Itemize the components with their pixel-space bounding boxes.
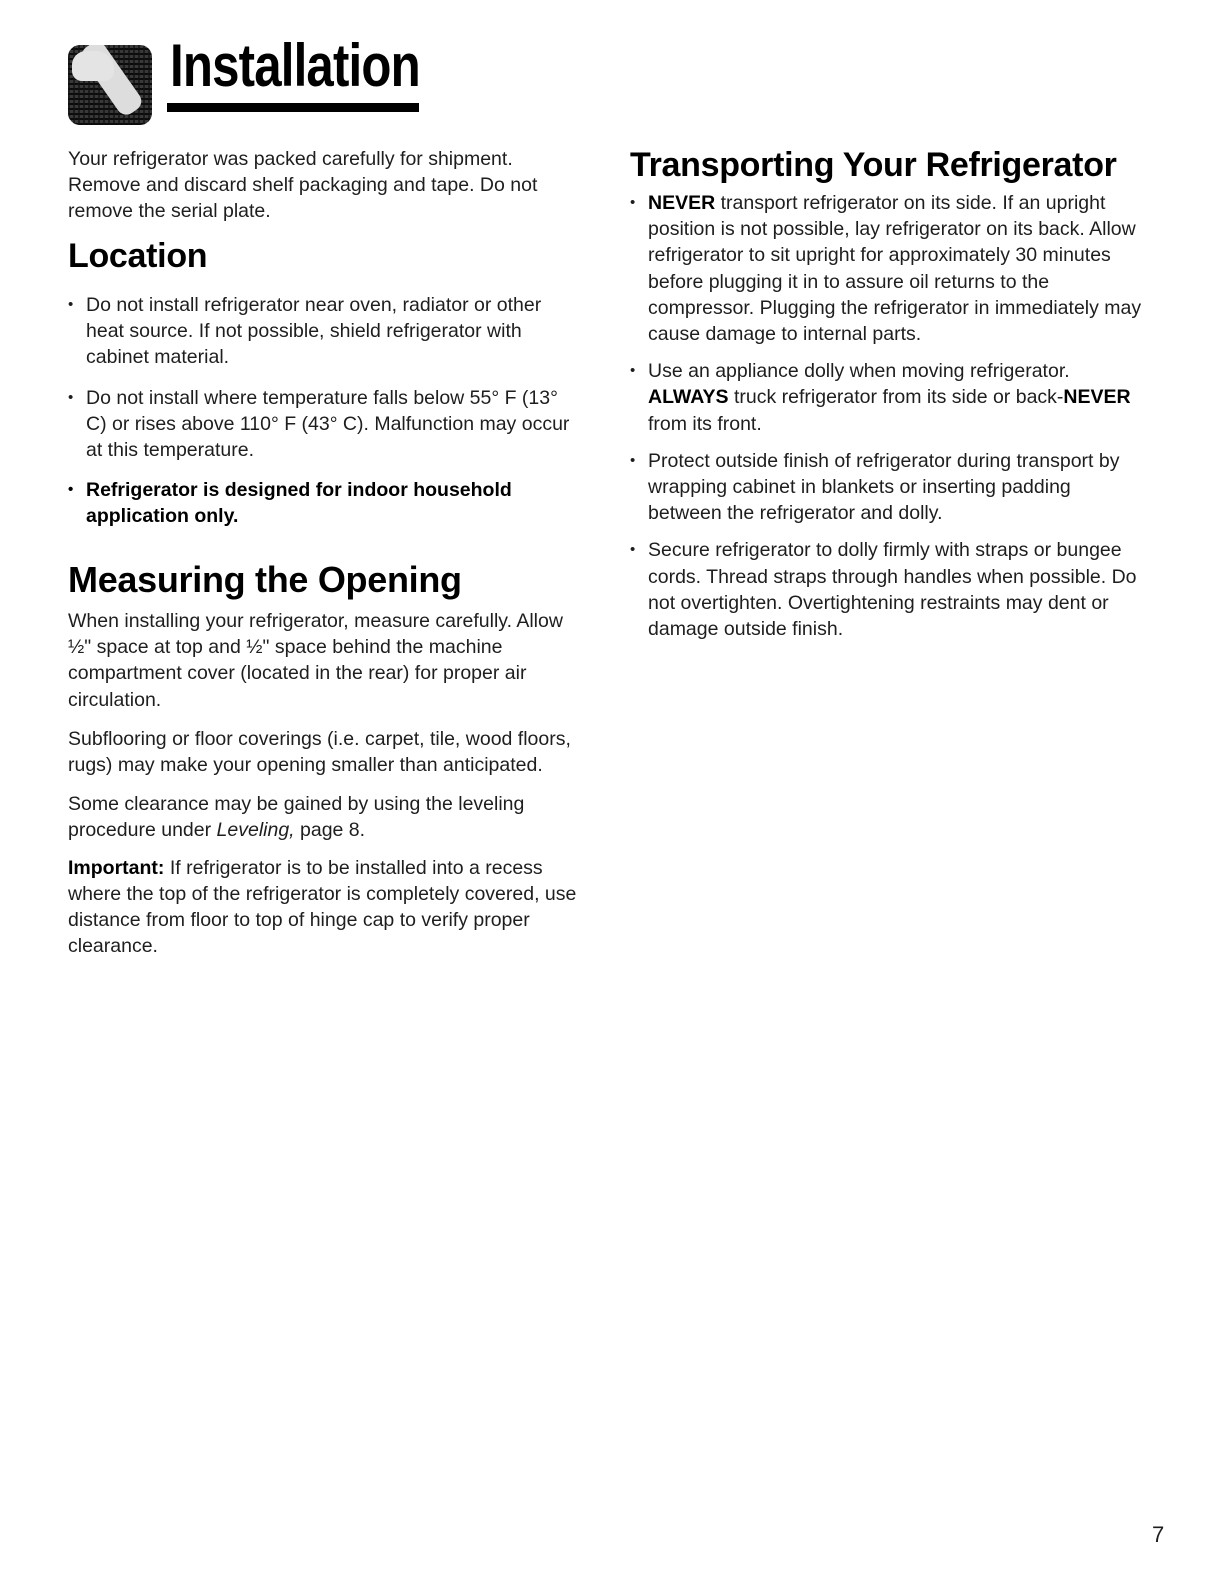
list-item: • Do not install where temperature falls below 55° F (13° C) or rises above 110° F (43° C). Malfunction may occur at this temperature. (68, 385, 583, 464)
transporting-list (630, 190, 1145, 642)
measuring-section (68, 608, 583, 959)
page-title: Installation (170, 32, 420, 99)
list-item: • Do not install refrigerator near oven, radiator or other heat source. If not possible, shield refrigerator with cabinet material. (68, 292, 583, 371)
page-number: 7 (1152, 1522, 1165, 1547)
paragraph: Some clearance may be gained by using the leveling procedure under Leveling, page 8. (68, 793, 525, 842)
paragraph: Subflooring or floor coverings (i.e. carpet, tile, wood floors, rugs) may make your opening smaller than anticipated. (68, 727, 571, 777)
location-heading: Location (68, 237, 208, 275)
paragraph: When installing your refrigerator, measure carefully. Allow ½" space at top and ½" space behind the machine compartment cover (located in the rear) for proper air circulation. (68, 610, 563, 711)
title-underline (167, 103, 419, 112)
list-item: • Protect outside finish of refrigerator during transport by wrapping cabinet in blankets or inserting padding between the refrigerator and dolly. (630, 448, 1145, 527)
paragraph: Important: If refrigerator is to be installed into a recess where the top of the refrigerator is completely covered, use distance from floor to top of hinge cap to verify proper clearance. (68, 856, 577, 958)
list-item: • Refrigerator is designed for indoor household application only. (68, 477, 583, 529)
list-item: • Secure refrigerator to dolly firmly with straps or bungee cords. Thread straps through handles when possible. Do not overtighten. Overtightening restraints may dent or damage outside finish. (630, 537, 1145, 642)
location-list (68, 292, 583, 530)
intro-paragraph: Your refrigerator was packed carefully for shipment. Remove and discard shelf packaging and tape. Do not remove the serial plate. (68, 148, 538, 223)
transporting-heading: Transporting Your Refrigerator (630, 146, 1117, 184)
wrench-icon (68, 45, 152, 125)
list-item: • Use an appliance dolly when moving refrigerator. ALWAYS truck refrigerator from its side or back-NEVER from its front. (630, 358, 1145, 437)
important-label: Important: (68, 856, 165, 879)
measuring-heading: Measuring the Opening (68, 559, 462, 600)
list-item: • NEVER transport refrigerator on its side. If an upright position is not possible, lay refrigerator on its back. Allow refrigerator to sit upright for approximately 30 minutes before plugging it in to assure oil returns to the compressor. Plugging the refrigerator in immediately may cause damage to internal parts. (630, 190, 1145, 347)
leveling-reference: Leveling, (216, 819, 295, 842)
